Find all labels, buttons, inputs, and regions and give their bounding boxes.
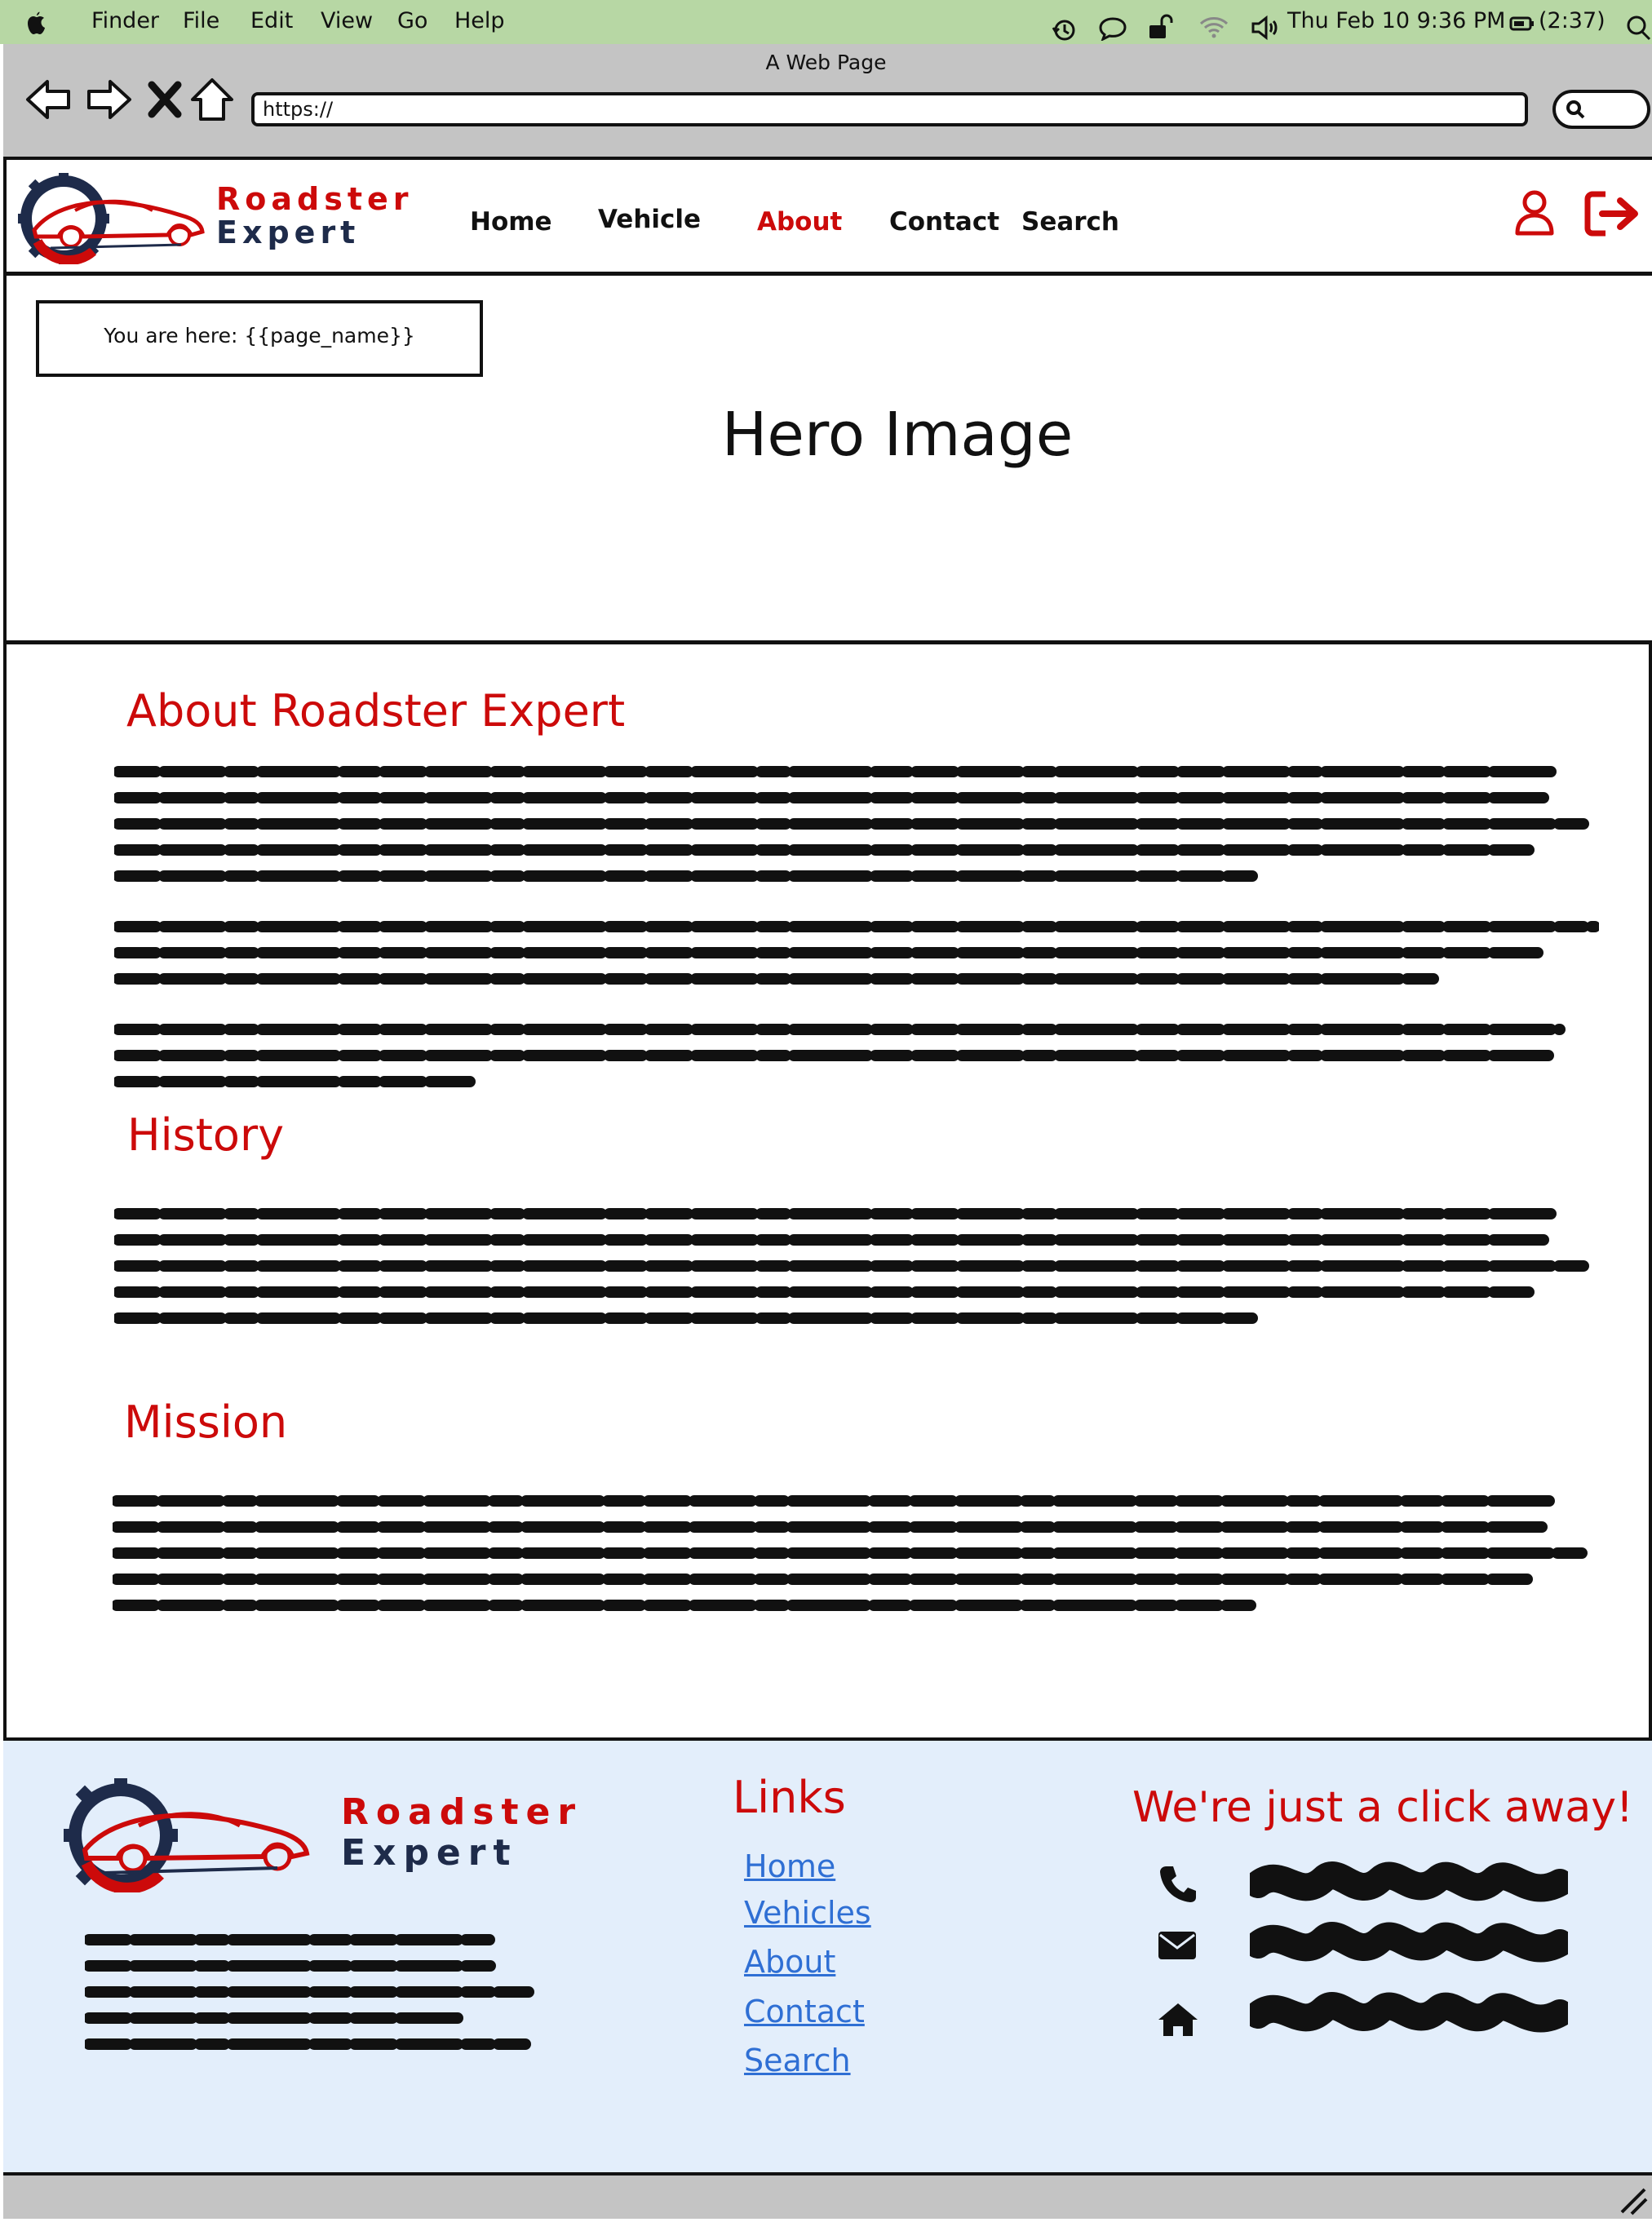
footer-link-about[interactable]: About — [744, 1944, 836, 1980]
footer-brand-line1: Roadster — [341, 1791, 583, 1833]
brand-name-line2[interactable]: Expert — [216, 215, 361, 250]
nav-about[interactable]: About — [757, 207, 843, 237]
email-icon — [1157, 1928, 1198, 1964]
browser-search-field[interactable] — [1552, 90, 1650, 129]
home-icon[interactable] — [189, 75, 238, 124]
brand-name-line1[interactable]: Roadster — [216, 181, 414, 217]
breadcrumb: You are here: {{page_name}} — [36, 300, 483, 377]
mission-heading: Mission — [124, 1396, 288, 1448]
logout-icon[interactable] — [1584, 189, 1643, 241]
volume-icon[interactable] — [1250, 15, 1282, 44]
mission-text-placeholder — [113, 1493, 1597, 1627]
footer-link-home[interactable]: Home — [744, 1848, 836, 1884]
footer-brand-logo[interactable] — [64, 1778, 333, 1896]
email-scribble — [1250, 1920, 1568, 1969]
nav-search[interactable]: Search — [1021, 207, 1120, 237]
spotlight-icon[interactable] — [1625, 15, 1652, 44]
unlock-icon[interactable] — [1147, 13, 1175, 44]
menu-finder[interactable]: Finder — [91, 8, 160, 33]
user-icon[interactable] — [1514, 189, 1555, 240]
time-machine-icon[interactable] — [1051, 16, 1078, 46]
window-title: A Web Page — [765, 51, 887, 74]
footer-links-heading: Links — [733, 1772, 846, 1823]
history-heading: History — [127, 1109, 285, 1161]
url-input[interactable]: https:// — [251, 92, 1528, 126]
about-text-placeholder — [114, 764, 1599, 1093]
footer-link-search[interactable]: Search — [744, 2043, 851, 2078]
footer-contact-heading: We're just a click away! — [1132, 1783, 1633, 1832]
forward-arrow-icon[interactable] — [84, 75, 133, 124]
apple-icon[interactable] — [24, 11, 47, 41]
menu-go[interactable]: Go — [397, 8, 428, 33]
footer-brand-line2: Expert — [341, 1832, 518, 1874]
chat-icon[interactable] — [1098, 16, 1127, 44]
wifi-icon[interactable] — [1198, 15, 1230, 42]
phone-icon — [1157, 1863, 1198, 1907]
menu-view[interactable]: View — [321, 8, 374, 33]
address-scribble — [1250, 1990, 1568, 2039]
stop-x-icon[interactable] — [147, 75, 196, 124]
menu-help[interactable]: Help — [454, 8, 505, 33]
footer-link-vehicles[interactable]: Vehicles — [744, 1895, 871, 1931]
battery-icon[interactable] — [1509, 15, 1535, 36]
menu-datetime[interactable]: Thu Feb 10 9:36 PM — [1287, 8, 1506, 33]
about-heading: About Roadster Expert — [126, 685, 626, 737]
window-status-bar — [3, 2172, 1652, 2219]
history-text-placeholder — [114, 1206, 1599, 1339]
battery-time: (2:37) — [1539, 8, 1605, 33]
brand-logo[interactable] — [18, 173, 214, 268]
menu-file[interactable]: File — [183, 8, 220, 33]
search-icon — [1566, 100, 1587, 121]
nav-vehicle[interactable]: Vehicle — [598, 205, 702, 234]
footer-text-placeholder — [85, 1932, 542, 2057]
phone-scribble — [1250, 1860, 1568, 1909]
back-arrow-icon[interactable] — [24, 75, 73, 124]
nav-contact[interactable]: Contact — [889, 207, 1000, 237]
resize-handle-icon[interactable] — [1615, 2183, 1648, 2219]
nav-home[interactable]: Home — [470, 207, 552, 237]
menu-edit[interactable]: Edit — [250, 8, 294, 33]
address-home-icon — [1157, 2002, 1199, 2041]
hero-title: Hero Image — [721, 400, 1074, 470]
footer-link-contact[interactable]: Contact — [744, 1994, 865, 2029]
